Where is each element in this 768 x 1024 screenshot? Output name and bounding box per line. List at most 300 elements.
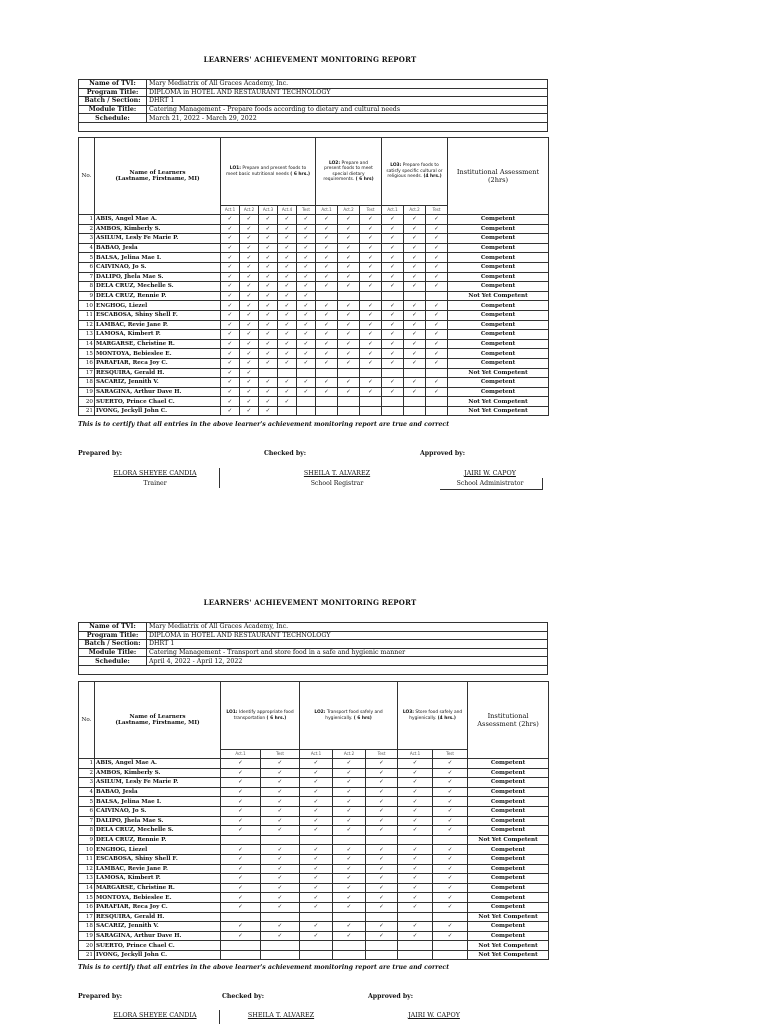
activity-check-cell: ✓: [278, 262, 297, 272]
learner-rows: [79, 215, 549, 416]
activity-check-cell: [300, 941, 333, 951]
activity-check-cell: ✓: [297, 272, 316, 282]
activity-check-cell: ✓: [259, 330, 278, 340]
activity-check-cell: ✓: [261, 883, 300, 893]
activity-check-cell: ✓: [433, 893, 468, 903]
activity-check-cell: ✓: [278, 358, 297, 368]
activity-check-cell: ✓: [300, 893, 333, 903]
assessment-result: Competent: [468, 874, 549, 884]
activity-check-cell: ✓: [221, 397, 240, 407]
activity-check-cell: ✓: [297, 224, 316, 234]
activity-check-cell: ✓: [404, 310, 426, 320]
learner-name: MONTOYA, Bebieslee E.: [95, 349, 221, 359]
learner-row: [79, 941, 549, 951]
learner-number: 4: [79, 243, 95, 253]
lo-hours: ( 6 hrs.): [290, 171, 310, 177]
assessment-result: Competent: [448, 272, 549, 282]
activity-check-cell: ✓: [278, 320, 297, 330]
lo-code: LO3:: [402, 710, 415, 716]
assessment-result: Competent: [448, 262, 549, 272]
activity-check-cell: ✓: [382, 378, 404, 388]
assessment-result: Competent: [468, 893, 549, 903]
institutional-header: Institutional Assessment (2hrs): [448, 138, 549, 215]
certification-text: This is to certify that all entries in the above learner's achievement monitoring report are true and correct: [78, 964, 450, 971]
activity-check-cell: ✓: [261, 922, 300, 932]
activity-check-cell: ✓: [221, 358, 240, 368]
learner-name: SUERTO, Prince Chael C.: [95, 941, 221, 951]
activity-check-cell: ✓: [426, 339, 448, 349]
activity-check-cell: ✓: [297, 349, 316, 359]
activity-check-cell: ✓: [366, 864, 398, 874]
activity-check-cell: [221, 912, 261, 922]
report-title: LEARNERS' ACHIEVEMENT MONITORING REPORT: [203, 55, 417, 64]
learner-number: 3: [79, 778, 95, 788]
activity-check-cell: ✓: [433, 845, 468, 855]
activity-check-cell: ✓: [316, 272, 338, 282]
activity-check-cell: ✓: [259, 310, 278, 320]
learner-name: ABIS, Angel Mae A.: [95, 215, 221, 225]
learner-number: 18: [79, 922, 95, 932]
activity-check-cell: ✓: [221, 234, 240, 244]
learner-number: 21: [79, 950, 95, 960]
activity-check-cell: ✓: [297, 243, 316, 253]
activity-check-cell: ✓: [382, 301, 404, 311]
learner-name: DELA CRUZ, Mechelle S.: [95, 826, 221, 836]
activity-check-cell: ✓: [297, 215, 316, 225]
activity-check-cell: ✓: [316, 387, 338, 397]
activity-check-cell: ✓: [221, 874, 261, 884]
activity-check-cell: ✓: [259, 320, 278, 330]
activity-check-cell: ✓: [278, 224, 297, 234]
activity-check-cell: ✓: [426, 282, 448, 292]
activity-check-cell: ✓: [221, 931, 261, 941]
activity-check-cell: ✓: [278, 253, 297, 263]
learner-number: 8: [79, 826, 95, 836]
learner-name: LAMBAC, Revie Jane P.: [95, 864, 221, 874]
learner-row: [79, 339, 549, 349]
learner-row: [79, 826, 549, 836]
activity-check-cell: ✓: [221, 387, 240, 397]
activity-check-cell: [221, 941, 261, 951]
assessment-result: Competent: [448, 330, 549, 340]
learner-rows: [79, 759, 549, 960]
activity-check-cell: ✓: [261, 893, 300, 903]
learner-name: BALSA, Jelina Mae I.: [95, 253, 221, 263]
activity-check-cell: ✓: [221, 291, 240, 301]
activity-check-cell: ✓: [398, 797, 433, 807]
activity-check-cell: ✓: [261, 797, 300, 807]
activity-check-cell: ✓: [259, 224, 278, 234]
checked-by-name: SHEILA T. ALVAREZ: [247, 1011, 315, 1019]
activity-check-cell: ✓: [278, 301, 297, 311]
activity-check-cell: ✓: [333, 922, 366, 932]
learner-row: [79, 253, 549, 263]
activity-check-cell: ✓: [297, 387, 316, 397]
info-value: DHRT 1: [147, 97, 548, 106]
activity-check-cell: ✓: [426, 320, 448, 330]
learner-number: 5: [79, 253, 95, 263]
checked-by-name: SHEILA T. ALVAREZ: [303, 469, 371, 477]
assessment-result: Competent: [448, 282, 549, 292]
info-value: April 4, 2022 - April 12, 2022: [147, 657, 548, 666]
activity-check-cell: ✓: [278, 243, 297, 253]
learner-row: [79, 301, 549, 311]
activity-check-cell: ✓: [404, 339, 426, 349]
activity-check-cell: ✓: [240, 320, 259, 330]
assessment-result: Competent: [468, 845, 549, 855]
learner-name: SARAGINA, Arthur Dave H.: [95, 387, 221, 397]
activity-check-cell: ✓: [338, 378, 360, 388]
activity-header: Act.2: [404, 206, 426, 215]
activity-check-cell: ✓: [221, 922, 261, 932]
learner-row: [79, 330, 549, 340]
activity-check-cell: ✓: [221, 893, 261, 903]
assessment-result: Not Yet Competent: [448, 406, 549, 416]
activity-check-cell: ✓: [360, 253, 382, 263]
assessment-result: Competent: [468, 787, 549, 797]
lo-code: LO1:: [229, 166, 241, 172]
lo-text: Prepare and present foods to meet basic nutritional needs: [226, 166, 307, 177]
activity-check-cell: ✓: [333, 893, 366, 903]
activity-check-cell: ✓: [297, 301, 316, 311]
learner-row: [79, 358, 549, 368]
name-header-line1: Name of Learners: [129, 169, 186, 176]
activity-check-cell: ✓: [297, 291, 316, 301]
activity-check-cell: ✓: [366, 826, 398, 836]
activity-check-cell: ✓: [360, 358, 382, 368]
activity-check-cell: ✓: [259, 358, 278, 368]
learner-row: [79, 759, 549, 769]
activity-check-cell: ✓: [240, 349, 259, 359]
activity-check-cell: ✓: [240, 330, 259, 340]
learner-row: [79, 854, 549, 864]
prepared-by-label: Prepared by:: [78, 993, 123, 1000]
institutional-header: Institutional Assessment (2hrs): [468, 682, 549, 759]
learner-number: 14: [79, 339, 95, 349]
activity-check-cell: ✓: [240, 310, 259, 320]
activity-check-cell: ✓: [366, 893, 398, 903]
name-header-line1: Name of Learners: [129, 713, 186, 720]
activity-header: Act.1: [300, 750, 333, 759]
prepared-by-name: ELORA SHEYEE CANDIA: [113, 469, 197, 477]
info-value: March 21, 2022 - March 29, 2022: [147, 114, 548, 123]
activity-check-cell: ✓: [433, 768, 468, 778]
activity-check-cell: ✓: [259, 243, 278, 253]
activity-check-cell: ✓: [360, 262, 382, 272]
activity-check-cell: ✓: [261, 874, 300, 884]
activity-check-cell: ✓: [338, 253, 360, 263]
activity-check-cell: ✓: [426, 349, 448, 359]
learner-name: BABAO, Jesla: [95, 243, 221, 253]
activity-check-cell: ✓: [300, 874, 333, 884]
lo1-header: [221, 138, 316, 206]
activity-check-cell: ✓: [398, 787, 433, 797]
activity-check-cell: ✓: [426, 224, 448, 234]
name-header-line2: (Lastname, Firstname, MI): [115, 176, 200, 182]
activity-check-cell: ✓: [316, 215, 338, 225]
activity-check-cell: ✓: [404, 349, 426, 359]
activity-check-cell: ✓: [261, 931, 300, 941]
activity-check-cell: ✓: [259, 397, 278, 407]
activity-check-cell: ✓: [426, 215, 448, 225]
activity-check-cell: ✓: [398, 902, 433, 912]
lo-code: LO2:: [328, 160, 341, 166]
activity-check-cell: ✓: [261, 759, 300, 769]
activity-check-cell: ✓: [240, 291, 259, 301]
activity-check-cell: ✓: [433, 787, 468, 797]
learner-row: [79, 397, 549, 407]
lo1-header: [221, 682, 300, 750]
assessment-result: Not Yet Competent: [468, 941, 549, 951]
assessment-result: Competent: [448, 253, 549, 263]
activity-check-cell: ✓: [426, 262, 448, 272]
learner-name: IVONG, Jeckyll John C.: [95, 406, 221, 416]
activity-check-cell: ✓: [426, 330, 448, 340]
activity-check-cell: ✓: [261, 902, 300, 912]
activity-check-cell: [297, 368, 316, 378]
activity-check-cell: ✓: [333, 759, 366, 769]
activity-check-cell: ✓: [316, 253, 338, 263]
learner-name: DELA CRUZ, Mechelle S.: [95, 282, 221, 292]
activity-check-cell: ✓: [259, 253, 278, 263]
activity-check-cell: ✓: [398, 864, 433, 874]
activity-check-cell: ✓: [338, 215, 360, 225]
activity-check-cell: ✓: [338, 330, 360, 340]
checked-by-role: School Registrar: [310, 480, 364, 487]
activity-check-cell: ✓: [404, 358, 426, 368]
activity-check-cell: ✓: [433, 826, 468, 836]
learner-row: [79, 950, 549, 960]
activity-check-cell: [316, 406, 338, 416]
activity-check-cell: [433, 950, 468, 960]
learner-row: [79, 816, 549, 826]
learner-number: 1: [79, 759, 95, 769]
assessment-result: Not Yet Competent: [468, 950, 549, 960]
activity-check-cell: ✓: [398, 883, 433, 893]
lo-text: Prepare foods to satisfy specific cultural or religious needs.: [386, 163, 443, 180]
activity-check-cell: [261, 950, 300, 960]
learner-name: ESCABOSA, Shiny Shell F.: [95, 854, 221, 864]
assessment-result: Competent: [448, 358, 549, 368]
activity-check-cell: ✓: [221, 406, 240, 416]
activity-check-cell: ✓: [338, 234, 360, 244]
learner-name: MONTOYA, Bebieslee E.: [95, 893, 221, 903]
activity-check-cell: ✓: [261, 845, 300, 855]
activity-check-cell: ✓: [382, 310, 404, 320]
learner-row: [79, 835, 549, 845]
achievement-table: [78, 681, 549, 960]
activity-check-cell: [333, 941, 366, 951]
name-header: [95, 682, 221, 759]
activity-header: Test: [261, 750, 300, 759]
activity-check-cell: ✓: [333, 902, 366, 912]
learner-number: 17: [79, 912, 95, 922]
learner-number: 16: [79, 358, 95, 368]
assessment-result: Competent: [448, 349, 549, 359]
activity-check-cell: ✓: [398, 759, 433, 769]
info-label: Batch / Section:: [79, 97, 147, 106]
activity-header: Act.1: [316, 206, 338, 215]
activity-check-cell: [398, 941, 433, 951]
activity-check-cell: ✓: [404, 243, 426, 253]
learner-name: PARAFIAR, Reca Joy C.: [95, 358, 221, 368]
learner-name: PARAFIAR, Reca Joy C.: [95, 902, 221, 912]
activity-check-cell: ✓: [382, 282, 404, 292]
learner-number: 13: [79, 330, 95, 340]
activity-check-cell: ✓: [259, 339, 278, 349]
activity-check-cell: ✓: [382, 358, 404, 368]
assessment-result: Competent: [448, 215, 549, 225]
activity-check-cell: ✓: [259, 272, 278, 282]
info-value: DIPLOMA in HOTEL AND RESTAURANT TECHNOLOGY: [147, 631, 548, 640]
activity-check-cell: ✓: [278, 349, 297, 359]
activity-check-cell: ✓: [398, 768, 433, 778]
lo-text: Prepare and present foods to meet special dietary requirements.: [323, 160, 373, 182]
activity-check-cell: ✓: [426, 387, 448, 397]
learner-number: 20: [79, 397, 95, 407]
learner-row: [79, 320, 549, 330]
learner-name: DELA CRUZ, Rennie P.: [95, 835, 221, 845]
activity-check-cell: ✓: [300, 845, 333, 855]
activity-check-cell: ✓: [338, 387, 360, 397]
activity-check-cell: ✓: [333, 797, 366, 807]
learner-name: CAIVINAO, Jo S.: [95, 262, 221, 272]
learner-row: [79, 845, 549, 855]
activity-check-cell: [360, 368, 382, 378]
lo-code: LO3:: [390, 163, 402, 169]
activity-check-cell: ✓: [300, 759, 333, 769]
activity-check-cell: [316, 291, 338, 301]
activity-check-cell: ✓: [426, 234, 448, 244]
assessment-result: Competent: [448, 378, 549, 388]
learner-row: [79, 874, 549, 884]
learner-row: [79, 912, 549, 922]
prepared-by-role: Trainer: [143, 480, 167, 487]
activity-check-cell: [382, 406, 404, 416]
activity-check-cell: ✓: [382, 349, 404, 359]
activity-header: Act.1: [221, 750, 261, 759]
activity-check-cell: ✓: [338, 262, 360, 272]
activity-check-cell: [338, 397, 360, 407]
activity-check-cell: ✓: [240, 301, 259, 311]
activity-check-cell: ✓: [261, 816, 300, 826]
assessment-result: Not Yet Competent: [468, 912, 549, 922]
no-header: No.: [79, 682, 95, 759]
assessment-result: Competent: [448, 387, 549, 397]
activity-check-cell: ✓: [259, 378, 278, 388]
activity-check-cell: ✓: [240, 387, 259, 397]
activity-check-cell: ✓: [433, 931, 468, 941]
activity-check-cell: ✓: [404, 224, 426, 234]
learner-row: [79, 787, 549, 797]
activity-check-cell: ✓: [240, 272, 259, 282]
activity-check-cell: ✓: [366, 806, 398, 816]
signature-divider: [219, 1010, 220, 1024]
prepared-by-name: ELORA SHEYEE CANDIA: [113, 1011, 197, 1019]
activity-check-cell: ✓: [426, 272, 448, 282]
activity-check-cell: [366, 950, 398, 960]
activity-check-cell: ✓: [278, 272, 297, 282]
activity-check-cell: ✓: [221, 902, 261, 912]
activity-check-cell: ✓: [382, 272, 404, 282]
learner-name: LAMBAC, Revie Jane P.: [95, 320, 221, 330]
activity-check-cell: ✓: [333, 806, 366, 816]
activity-check-cell: ✓: [240, 358, 259, 368]
learner-number: 8: [79, 282, 95, 292]
learner-number: 12: [79, 864, 95, 874]
info-label: Schedule:: [79, 114, 147, 123]
activity-check-cell: [297, 397, 316, 407]
activity-check-cell: ✓: [433, 864, 468, 874]
activity-check-cell: ✓: [404, 234, 426, 244]
learner-row: [79, 778, 549, 788]
learner-row: [79, 406, 549, 416]
activity-check-cell: ✓: [278, 291, 297, 301]
activity-check-cell: ✓: [333, 931, 366, 941]
activity-check-cell: ✓: [338, 272, 360, 282]
activity-check-cell: ✓: [259, 349, 278, 359]
activity-check-cell: ✓: [404, 253, 426, 263]
assessment-result: Competent: [448, 234, 549, 244]
activity-check-cell: ✓: [333, 874, 366, 884]
learner-row: [79, 797, 549, 807]
activity-check-cell: ✓: [221, 816, 261, 826]
activity-check-cell: ✓: [278, 378, 297, 388]
assessment-result: Competent: [468, 797, 549, 807]
activity-check-cell: [316, 397, 338, 407]
learner-row: [79, 883, 549, 893]
lo-hours: (4 hrs.): [423, 174, 442, 180]
activity-check-cell: ✓: [240, 397, 259, 407]
activity-check-cell: ✓: [338, 310, 360, 320]
activity-check-cell: ✓: [316, 320, 338, 330]
learner-number: 4: [79, 787, 95, 797]
learner-name: SACARIZ, Jennith V.: [95, 378, 221, 388]
activity-check-cell: [404, 397, 426, 407]
activity-check-cell: ✓: [300, 826, 333, 836]
activity-check-cell: ✓: [360, 339, 382, 349]
activity-check-cell: ✓: [297, 378, 316, 388]
learner-number: 2: [79, 768, 95, 778]
learner-number: 7: [79, 272, 95, 282]
activity-check-cell: ✓: [221, 759, 261, 769]
activity-check-cell: ✓: [300, 854, 333, 864]
activity-check-cell: ✓: [221, 787, 261, 797]
activity-check-cell: ✓: [366, 854, 398, 864]
learner-number: 20: [79, 941, 95, 951]
activity-check-cell: ✓: [240, 215, 259, 225]
activity-check-cell: [338, 406, 360, 416]
activity-check-cell: ✓: [259, 262, 278, 272]
activity-check-cell: ✓: [404, 387, 426, 397]
activity-check-cell: ✓: [360, 378, 382, 388]
learner-name: ABIS, Angel Mae A.: [95, 759, 221, 769]
activity-check-cell: [259, 368, 278, 378]
activity-check-cell: [278, 406, 297, 416]
learner-number: 15: [79, 893, 95, 903]
learner-row: [79, 864, 549, 874]
activity-check-cell: ✓: [382, 387, 404, 397]
activity-check-cell: ✓: [300, 806, 333, 816]
activity-check-cell: ✓: [240, 368, 259, 378]
info-label: Module Title:: [79, 648, 147, 657]
activity-check-cell: ✓: [338, 243, 360, 253]
activity-check-cell: ✓: [259, 291, 278, 301]
activity-check-cell: ✓: [404, 301, 426, 311]
learner-number: 19: [79, 931, 95, 941]
activity-check-cell: ✓: [404, 272, 426, 282]
activity-check-cell: ✓: [300, 883, 333, 893]
